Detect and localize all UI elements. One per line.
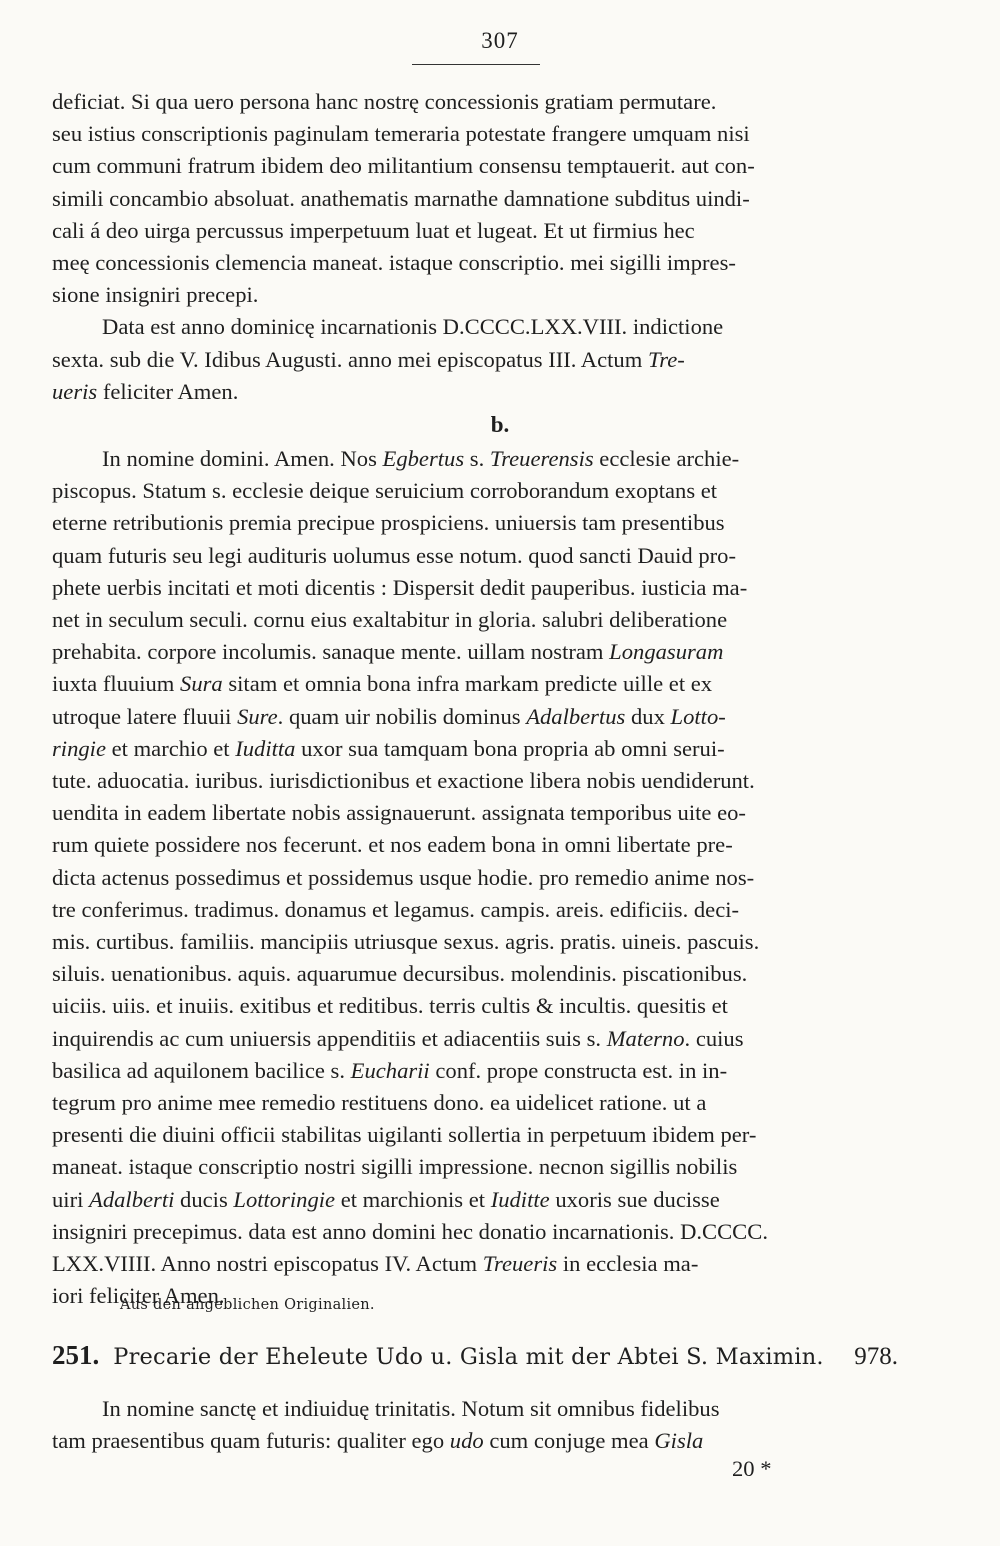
text-line: mis. curtibus. familiis. mancipiis utriusque sexus. agris. pratis. uineis. pascuis. <box>52 929 760 955</box>
text-line: maneat. istaque conscriptio nostri sigilli impressione. necnon sigillis nobilis <box>52 1154 738 1180</box>
text-line: utroque latere fluuii Sure. quam uir nobilis dominus Adalbertus dux Lotto- <box>52 703 726 729</box>
text-line: cali á deo uirga percussus imperpetuum luat et lugeat. Et ut firmius hec <box>52 217 695 243</box>
dating-line: sexta. sub die V. Idibus Augusti. anno mei episcopatus III. Actum Tre- <box>52 346 685 372</box>
text-line: basilica ad aquilonem bacilice s. Eucharii conf. prope constructa est. in in- <box>52 1057 728 1083</box>
text-line: phete uerbis incitati et moti dicentis : Dispersit dedit pauperibus. iusticia ma- <box>52 574 748 600</box>
page-number: 307 <box>481 28 519 53</box>
text-line: tute. aduocatia. iuribus. iurisdictionibus et exactione libera nobis uendiderunt. <box>52 768 755 794</box>
text-line: seu istius conscriptionis paginulam temeraria potestate frangere umquam nisi <box>52 121 750 147</box>
text-line: meę concessionis clemencia maneat. istaque conscriptio. mei sigilli impres- <box>52 250 736 276</box>
charter-251-text <box>52 1393 898 1457</box>
text-line: uiciis. uiis. et inuiis. exitibus et reditibus. terris cultis & incultis. quesitis et <box>52 993 728 1019</box>
text-line: sione insigniri precepi. <box>52 282 259 308</box>
signature-mark: 20 * <box>732 1456 772 1481</box>
text-line: tre conferimus. tradimus. donamus et legamus. campis. areis. edificiis. deci- <box>52 896 740 922</box>
text-line: In nomine sanctę et indiuiduę trinitatis. Notum sit omnibus fidelibus <box>102 1396 720 1421</box>
text-line: tam praesentibus quam futuris: qualiter ego udo cum conjuge mea Gisla <box>52 1428 704 1454</box>
text-line: eterne retributionis premia precipue prospiciens. uniuersis tam presentibus <box>52 510 725 536</box>
text-line: quam futuris seu legi audituris uolumus esse notum. quod sancti Dauid pro- <box>52 542 736 568</box>
text-line: inquirendis ac cum uniuersis appenditiis et adiacentiis suis s. Materno. cuius <box>52 1025 744 1051</box>
text-line: ringie et marchio et Iuditta uxor sua tamquam bona propria ab omni serui- <box>52 735 725 761</box>
text-line: insigniri precepimus. data est anno domini hec donatio incarnationis. D.CCCC. <box>52 1218 768 1244</box>
text-line: net in seculum seculi. cornu eius exaltabitur in gloria. salubri deliberatione <box>52 607 728 633</box>
charter-number: 251. <box>52 1340 100 1370</box>
dating-line: ueris feliciter Amen. <box>52 378 239 404</box>
text-line: cum communi fratrum ibidem deo militantium consensu temptauerit. aut con- <box>52 153 755 179</box>
text-line: dicta actenus possedimus et possidemus usque hodie. pro remedio anime nos- <box>52 864 755 890</box>
text-line: piscopus. Statum s. ecclesie deique seruicium corroborandum exoptans et <box>52 478 718 504</box>
charter-251-heading <box>52 1340 898 1371</box>
text-line: iori feliciter Amen. <box>52 1283 225 1309</box>
text-line: iuxta fluuium Sura sitam et omnia bona infra markam predicte uille et ex <box>52 671 713 697</box>
charter-year: 978. <box>854 1343 898 1370</box>
section-b-label: b. <box>490 412 510 437</box>
charter-250-end <box>52 86 898 408</box>
text-line: presenti die diuini officii stabilitas uigilanti sollertia in perpetuum ibidem per- <box>52 1122 757 1148</box>
header-rule <box>412 64 540 65</box>
text-line: deficiat. Si qua uero persona hanc nostrę concessionis gratiam permutare. <box>52 89 717 114</box>
text-line: simili concambio absoluat. anathematis marnathe damnatione subditus uindi- <box>52 185 750 211</box>
text-line: uiri Adalberti ducis Lottoringie et marchionis et Iuditte uxoris sue ducisse <box>52 1186 720 1212</box>
text-line: prehabita. corpore incolumis. sanaque mente. uillam nostram Longasuram <box>52 639 724 665</box>
charter-title: Precarie der Eheleute Udo u. Gisla mit der Abtei S. Maximin. <box>113 1344 824 1370</box>
text-line: uendita in eadem libertate nobis assignauerunt. assignata temporibus uite eo- <box>52 800 746 826</box>
dating-line: Data est anno dominicę incarnationis D.CCCC.LXX.VIII. indictione <box>102 314 724 340</box>
text-line: tegrum pro anime mee remedio restituens dono. ea uidelicet ratione. ut a <box>52 1090 707 1116</box>
source-note: Aus den angeblichen Originalien. <box>120 1297 375 1313</box>
text-line: rum quiete possidere nos fecerunt. et nos eadem bona in omni libertate pre- <box>52 832 733 858</box>
text-line: In nomine domini. Amen. Nos Egbertus s. Treuerensis ecclesie archie- <box>102 446 740 471</box>
text-line: siluis. uenationibus. aquis. aquarumue decursibus. molendinis. piscationibus. <box>52 961 748 987</box>
charter-b <box>52 443 898 1312</box>
text-line: LXX.VIIII. Anno nostri episcopatus IV. Actum Treueris in ecclesia ma- <box>52 1251 699 1277</box>
